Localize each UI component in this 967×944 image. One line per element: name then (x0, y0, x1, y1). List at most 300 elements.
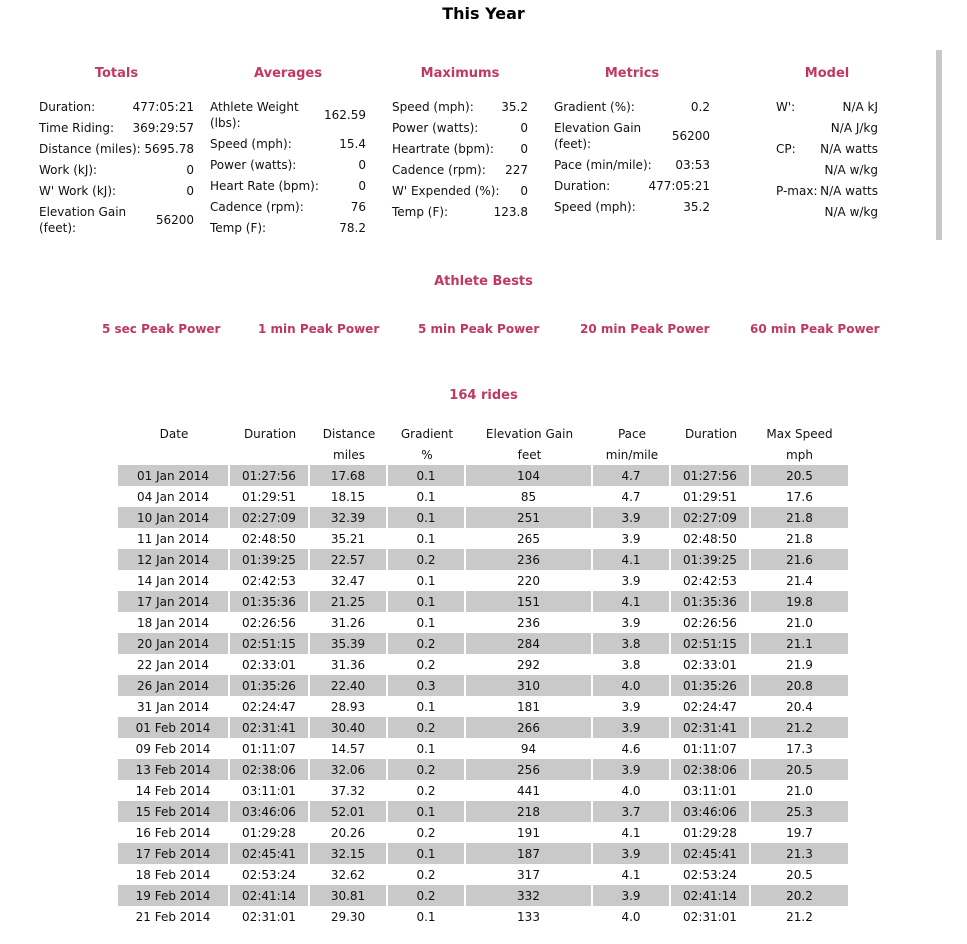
table-cell: 09 Feb 2014 (118, 738, 230, 759)
table-row[interactable] (118, 696, 848, 717)
model-row (776, 99, 878, 115)
table-cell: 16 Feb 2014 (118, 822, 230, 843)
table-cell: 20.5 (786, 867, 813, 882)
table-cell: 3.9 (593, 696, 671, 717)
table-cell: 01:35:36 (230, 591, 310, 612)
averages-label: Athlete Weight (lbs): (210, 100, 299, 130)
table-cell: 37.32 (310, 780, 388, 801)
table-cell: 31.26 (310, 612, 388, 633)
table-cell: 4.7 (593, 486, 671, 507)
table-cell: 18.15 (310, 486, 388, 507)
model-value: N/A watts (820, 184, 878, 198)
table-row[interactable] (118, 549, 848, 570)
table-cell: 218 (466, 801, 593, 822)
maximums-value: 0 (520, 121, 528, 135)
table-cell: 4.1 (593, 864, 671, 885)
table-cell: 20.26 (310, 822, 388, 843)
table-header-row (118, 423, 848, 444)
averages-label: Heart Rate (bpm): (210, 179, 319, 193)
table-cell: 31 Jan 2014 (118, 696, 230, 717)
table-row[interactable] (118, 612, 848, 633)
table-cell: 94 (466, 738, 593, 759)
table-row[interactable] (118, 738, 848, 759)
maximums-value: 0 (520, 142, 528, 156)
totals-value: 369:29:57 (132, 121, 194, 135)
table-cell: 3.9 (593, 759, 671, 780)
model-row (776, 162, 878, 178)
table-cell: 13 Feb 2014 (118, 759, 230, 780)
averages-value: 0 (358, 179, 366, 193)
table-cell: 251 (466, 507, 593, 528)
table-row[interactable] (118, 675, 848, 696)
table-cell: 21.0 (786, 783, 813, 798)
table-cell: 266 (466, 717, 593, 738)
column-header[interactable]: Elevation Gain (485, 426, 574, 441)
metrics-label: Duration: (554, 179, 611, 193)
table-cell: 0.1 (388, 507, 466, 528)
table-cell: 02:45:41 (671, 843, 751, 864)
totals-label: Work (kJ): (39, 163, 98, 177)
metrics-label: Speed (mph): (554, 200, 636, 214)
totals-section (39, 66, 194, 241)
model-title: Model (804, 66, 850, 81)
column-header[interactable]: Duration (243, 426, 297, 441)
table-cell: 0.1 (388, 465, 466, 486)
column-unit: feet (517, 447, 542, 462)
metrics-row (554, 120, 710, 152)
averages-section (210, 66, 366, 241)
table-cell: 21.1 (751, 633, 848, 654)
table-cell: 01:29:51 (230, 486, 310, 507)
model-value: N/A kJ (842, 100, 878, 114)
table-cell: 01 Feb 2014 (118, 717, 230, 738)
table-row[interactable] (118, 759, 848, 780)
table-cell: 03:11:01 (671, 780, 751, 801)
table-cell: 32.15 (310, 843, 388, 864)
peak-1min-link[interactable]: 1 min Peak Power (258, 322, 380, 336)
table-cell: 02:24:47 (230, 696, 310, 717)
table-cell: 02:33:01 (230, 654, 310, 675)
table-cell: 17 Jan 2014 (118, 591, 230, 612)
maximums-value: 0 (520, 184, 528, 198)
rides-table (118, 423, 848, 927)
table-cell: 20.4 (786, 699, 813, 714)
table-row[interactable] (118, 822, 848, 843)
table-cell: 0.1 (388, 906, 466, 927)
maximums-value: 35.2 (501, 100, 528, 114)
averages-row (210, 99, 366, 131)
model-section (776, 66, 878, 225)
peak-60min-link[interactable]: 60 min Peak Power (750, 322, 880, 336)
table-cell: 3.9 (593, 843, 671, 864)
table-cell: 01:11:07 (230, 738, 310, 759)
table-cell: 20.8 (751, 675, 848, 696)
table-cell: 3.9 (593, 612, 671, 633)
athlete-bests-title: Athlete Bests (434, 274, 533, 289)
table-row[interactable] (118, 465, 848, 486)
metrics-label: Gradient (%): (554, 100, 635, 114)
table-row[interactable] (118, 654, 848, 675)
column-header[interactable]: Max Speed (766, 426, 833, 441)
table-cell: 14 Jan 2014 (118, 570, 230, 591)
table-cell: 0.1 (388, 591, 466, 612)
maximums-row (392, 204, 528, 220)
averages-row (210, 136, 366, 152)
table-row[interactable] (118, 633, 848, 654)
metrics-row (554, 99, 710, 115)
table-cell: 30.40 (310, 717, 388, 738)
averages-value: 162.59 (324, 108, 366, 122)
averages-title: Averages (254, 66, 322, 81)
maximums-label: Temp (F): (392, 205, 449, 219)
table-cell: 21 Feb 2014 (118, 906, 230, 927)
table-cell: 85 (466, 486, 593, 507)
table-cell: 292 (466, 654, 593, 675)
maximums-label: Cadence (rpm): (392, 163, 486, 177)
table-cell: 01:35:26 (671, 675, 751, 696)
table-cell: 18 Jan 2014 (118, 612, 230, 633)
totals-label: Time Riding: (39, 121, 115, 135)
table-cell: 02:48:50 (671, 528, 751, 549)
table-cell: 0.1 (388, 843, 466, 864)
totals-value: 56200 (155, 213, 194, 227)
column-unit: mph (786, 447, 813, 462)
table-cell: 0.2 (388, 759, 466, 780)
table-cell: 0.2 (388, 822, 466, 843)
table-cell: 35.21 (310, 528, 388, 549)
table-cell: 01:35:36 (671, 591, 751, 612)
table-cell: 0.1 (388, 528, 466, 549)
table-cell: 02:31:41 (671, 717, 751, 738)
table-cell: 4.1 (593, 549, 671, 570)
metrics-label: Elevation Gain (feet): (554, 121, 642, 151)
table-cell: 02:42:53 (671, 570, 751, 591)
table-cell: 256 (466, 759, 593, 780)
table-cell: 31.36 (310, 654, 388, 675)
table-cell: 01:27:56 (230, 465, 310, 486)
metrics-value: 35.2 (683, 200, 710, 214)
column-unit (230, 444, 310, 465)
model-value: N/A w/kg (824, 205, 878, 219)
table-cell: 02:33:01 (671, 654, 751, 675)
table-cell: 0.2 (388, 864, 466, 885)
table-cell: 32.39 (310, 507, 388, 528)
column-header[interactable]: Gradient (400, 426, 454, 441)
peak-5min-link[interactable]: 5 min Peak Power (418, 322, 540, 336)
column-unit: % (421, 447, 433, 462)
maximums-row (392, 162, 528, 178)
table-cell: 181 (466, 696, 593, 717)
averages-value: 76 (350, 200, 366, 214)
table-cell: 18 Feb 2014 (118, 864, 230, 885)
table-units-row (118, 444, 848, 465)
table-cell: 15 Feb 2014 (118, 801, 230, 822)
averages-row (210, 220, 366, 236)
table-cell: 3.9 (593, 570, 671, 591)
maximums-label: W' Expended (%): (392, 184, 500, 198)
table-cell: 02:42:53 (230, 570, 310, 591)
table-cell: 0.2 (388, 654, 466, 675)
model-label: P-max: (776, 184, 818, 198)
table-row[interactable] (118, 591, 848, 612)
table-cell: 02:26:56 (230, 612, 310, 633)
table-cell: 265 (466, 528, 593, 549)
totals-value: 5695.78 (144, 142, 194, 156)
metrics-section (554, 66, 710, 220)
table-cell: 17.68 (310, 465, 388, 486)
maximums-value: 123.8 (493, 205, 528, 219)
totals-row (39, 120, 194, 136)
totals-row (39, 99, 194, 115)
table-cell: 21.2 (751, 717, 848, 738)
maximums-label: Heartrate (bpm): (392, 142, 494, 156)
column-header[interactable]: Duration (684, 426, 738, 441)
averages-value: 15.4 (339, 137, 366, 151)
model-value: N/A J/kg (830, 121, 878, 135)
table-cell: 17 Feb 2014 (118, 843, 230, 864)
table-cell: 02:31:01 (671, 906, 751, 927)
column-unit (671, 444, 751, 465)
table-cell: 14.57 (310, 738, 388, 759)
table-cell: 4.1 (593, 591, 671, 612)
table-cell: 25.3 (751, 801, 848, 822)
table-cell: 01:29:28 (230, 822, 310, 843)
vertical-scrollbar-thumb[interactable] (936, 50, 942, 240)
peak-20min-link[interactable]: 20 min Peak Power (580, 322, 710, 336)
table-cell: 26 Jan 2014 (118, 675, 230, 696)
table-cell: 3.9 (593, 717, 671, 738)
table-cell: 03:11:01 (230, 780, 310, 801)
averages-label: Temp (F): (210, 221, 267, 235)
table-cell: 29.30 (310, 906, 388, 927)
table-cell: 01:27:56 (671, 465, 751, 486)
table-cell: 19 Feb 2014 (118, 885, 230, 906)
table-cell: 317 (466, 864, 593, 885)
table-cell: 0.1 (388, 801, 466, 822)
table-cell: 12 Jan 2014 (118, 549, 230, 570)
table-cell: 02:41:14 (230, 885, 310, 906)
model-row (776, 204, 878, 220)
table-cell: 236 (466, 612, 593, 633)
table-cell: 0.1 (388, 570, 466, 591)
totals-value: 477:05:21 (132, 100, 194, 114)
column-unit: miles (333, 447, 365, 462)
metrics-row (554, 199, 710, 215)
table-cell: 02:53:24 (671, 864, 751, 885)
table-cell: 4.1 (593, 822, 671, 843)
averages-label: Speed (mph): (210, 137, 292, 151)
table-cell: 02:27:09 (230, 507, 310, 528)
table-cell: 133 (466, 906, 593, 927)
model-value: N/A w/kg (824, 163, 878, 177)
table-cell: 22.57 (310, 549, 388, 570)
model-label: CP: (776, 142, 796, 156)
table-cell: 01:35:26 (230, 675, 310, 696)
table-row[interactable] (118, 885, 848, 906)
model-label: W': (776, 100, 796, 114)
table-cell: 21.6 (751, 549, 848, 570)
table-cell: 20.5 (751, 465, 848, 486)
metrics-value: 56200 (671, 129, 710, 143)
column-unit (118, 444, 230, 465)
table-row[interactable] (118, 801, 848, 822)
table-cell: 02:48:50 (230, 528, 310, 549)
table-cell: 01 Jan 2014 (118, 465, 230, 486)
table-cell: 30.81 (310, 885, 388, 906)
table-row[interactable] (118, 486, 848, 507)
table-cell: 151 (466, 591, 593, 612)
averages-row (210, 157, 366, 173)
table-cell: 21.0 (786, 615, 813, 630)
table-cell: 3.9 (593, 885, 671, 906)
table-cell: 104 (466, 465, 593, 486)
table-cell: 52.01 (310, 801, 388, 822)
table-cell: 0.2 (388, 780, 466, 801)
averages-row (210, 178, 366, 194)
table-cell: 3.8 (593, 654, 671, 675)
table-row[interactable] (118, 864, 848, 885)
column-header[interactable]: Date (159, 426, 189, 441)
averages-label: Power (watts): (210, 158, 297, 172)
table-cell: 0.1 (388, 738, 466, 759)
table-cell: 02:51:15 (230, 633, 310, 654)
table-cell: 02:24:47 (671, 696, 751, 717)
maximums-section (392, 66, 528, 225)
table-cell: 21.2 (786, 909, 813, 924)
table-cell: 32.06 (310, 759, 388, 780)
table-cell: 441 (466, 780, 593, 801)
totals-label: W' Work (kJ): (39, 184, 117, 198)
column-header[interactable]: Pace (617, 426, 647, 441)
column-unit: min/mile (605, 447, 659, 462)
table-cell: 187 (466, 843, 593, 864)
table-cell: 02:31:01 (230, 906, 310, 927)
model-row (776, 183, 878, 199)
table-row[interactable] (118, 528, 848, 549)
maximums-value: 227 (505, 163, 528, 177)
averages-value: 78.2 (339, 221, 366, 235)
table-cell: 0.2 (388, 633, 466, 654)
totals-label: Elevation Gain (feet): (39, 205, 127, 235)
table-cell: 0.1 (388, 486, 466, 507)
table-cell: 01:39:25 (230, 549, 310, 570)
table-cell: 02:41:14 (671, 885, 751, 906)
model-row (776, 141, 878, 157)
table-row[interactable] (118, 780, 848, 801)
table-cell: 191 (466, 822, 593, 843)
table-cell: 4.0 (593, 780, 671, 801)
column-header[interactable]: Distance (322, 426, 376, 441)
table-cell: 19.7 (786, 825, 813, 840)
maximums-label: Power (watts): (392, 121, 479, 135)
table-cell: 4.7 (593, 465, 671, 486)
table-cell: 01:29:28 (671, 822, 751, 843)
table-row[interactable] (118, 906, 848, 927)
table-cell: 03:46:06 (671, 801, 751, 822)
totals-value: 0 (186, 163, 194, 177)
rides-count-title: 164 rides (449, 388, 518, 403)
table-cell: 332 (466, 885, 593, 906)
table-cell: 02:45:41 (230, 843, 310, 864)
table-cell: 02:51:15 (671, 633, 751, 654)
table-cell: 0.1 (388, 696, 466, 717)
metrics-value: 0.2 (690, 100, 710, 114)
table-cell: 03:46:06 (230, 801, 310, 822)
table-cell: 21.8 (786, 531, 813, 546)
table-cell: 10 Jan 2014 (118, 507, 230, 528)
metrics-value: 477:05:21 (648, 179, 710, 193)
table-cell: 4.6 (593, 738, 671, 759)
page-title: This Year (442, 4, 525, 23)
table-cell: 01:39:25 (671, 549, 751, 570)
table-cell: 0.2 (388, 717, 466, 738)
metrics-label: Pace (min/mile): (554, 158, 652, 172)
table-cell: 32.62 (310, 864, 388, 885)
table-cell: 3.7 (593, 801, 671, 822)
table-cell: 14 Feb 2014 (118, 780, 230, 801)
peak-5sec-link[interactable]: 5 sec Peak Power (102, 322, 221, 336)
table-cell: 02:38:06 (671, 759, 751, 780)
maximums-title: Maximums (420, 66, 500, 81)
totals-row (39, 183, 194, 199)
model-row (776, 120, 878, 136)
metrics-title: Metrics (604, 66, 660, 81)
table-row[interactable] (118, 717, 848, 738)
maximums-row (392, 141, 528, 157)
averages-value: 0 (358, 158, 366, 172)
table-cell: 21.9 (786, 657, 813, 672)
table-cell: 28.93 (310, 696, 388, 717)
table-cell: 02:31:41 (230, 717, 310, 738)
table-cell: 3.9 (593, 507, 671, 528)
maximums-row (392, 99, 528, 115)
maximums-row (392, 120, 528, 136)
table-cell: 19.8 (751, 591, 848, 612)
metrics-row (554, 178, 710, 194)
totals-value: 0 (186, 184, 194, 198)
table-row[interactable] (118, 843, 848, 864)
metrics-value: 03:53 (675, 158, 710, 172)
table-cell: 01:29:51 (671, 486, 751, 507)
table-cell: 22.40 (310, 675, 388, 696)
table-cell: 0.2 (388, 885, 466, 906)
table-cell: 04 Jan 2014 (118, 486, 230, 507)
table-cell: 0.2 (388, 549, 466, 570)
table-cell: 11 Jan 2014 (118, 528, 230, 549)
table-cell: 01:11:07 (671, 738, 751, 759)
table-cell: 21.3 (751, 843, 848, 864)
table-cell: 236 (466, 549, 593, 570)
table-cell: 4.0 (593, 675, 671, 696)
metrics-row (554, 157, 710, 173)
table-cell: 20.5 (751, 759, 848, 780)
table-row[interactable] (118, 507, 848, 528)
table-cell: 22 Jan 2014 (118, 654, 230, 675)
table-cell: 17.6 (786, 489, 813, 504)
table-cell: 0.3 (388, 675, 466, 696)
totals-label: Duration: (39, 100, 96, 114)
table-cell: 21.8 (751, 507, 848, 528)
table-cell: 3.9 (593, 528, 671, 549)
table-cell: 32.47 (310, 570, 388, 591)
model-value: N/A watts (820, 142, 878, 156)
table-cell: 310 (466, 675, 593, 696)
table-cell: 20.2 (751, 885, 848, 906)
totals-row (39, 162, 194, 178)
table-cell: 20 Jan 2014 (118, 633, 230, 654)
table-row[interactable] (118, 570, 848, 591)
table-cell: 02:53:24 (230, 864, 310, 885)
